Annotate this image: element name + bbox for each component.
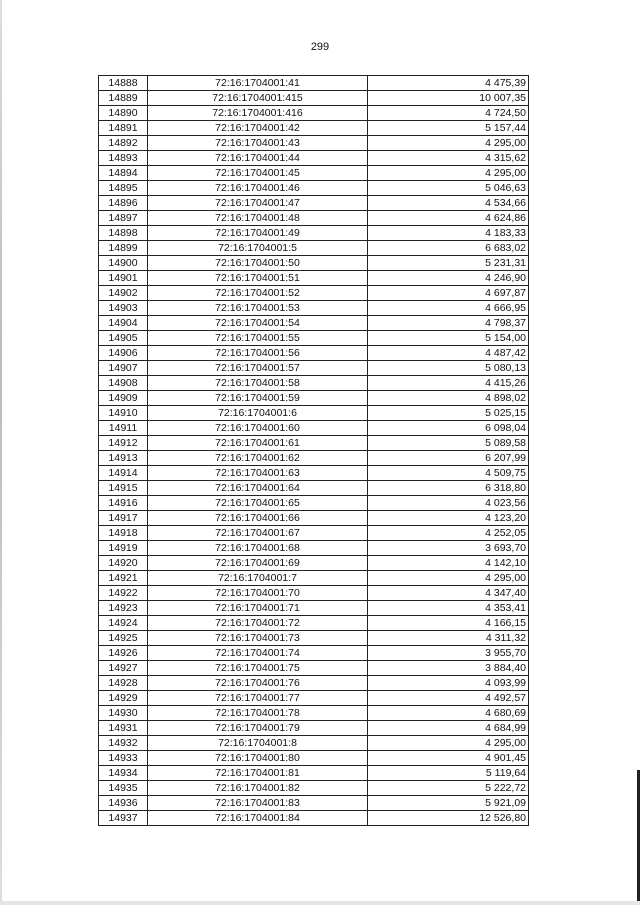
- row-number-cell: 14914: [99, 466, 148, 481]
- cadastral-number-cell: 72:16:1704001:7: [148, 571, 368, 586]
- row-number-cell: 14902: [99, 286, 148, 301]
- cadastral-number-cell: 72:16:1704001:61: [148, 436, 368, 451]
- table-row: [99, 76, 529, 91]
- cadastral-number-cell: 72:16:1704001:47: [148, 196, 368, 211]
- value-cell: 5 080,13: [368, 361, 529, 376]
- table-row: [99, 646, 529, 661]
- cadastral-number-cell: 72:16:1704001:44: [148, 151, 368, 166]
- value-cell: 3 955,70: [368, 646, 529, 661]
- value-cell: 5 231,31: [368, 256, 529, 271]
- row-number-cell: 14888: [99, 76, 148, 91]
- cadastral-number-cell: 72:16:1704001:79: [148, 721, 368, 736]
- value-cell: 4 353,41: [368, 601, 529, 616]
- row-number-cell: 14907: [99, 361, 148, 376]
- cadastral-number-cell: 72:16:1704001:41: [148, 76, 368, 91]
- cadastral-number-cell: 72:16:1704001:42: [148, 121, 368, 136]
- table-row: [99, 241, 529, 256]
- table-row: [99, 511, 529, 526]
- table-row: [99, 151, 529, 166]
- row-number-cell: 14915: [99, 481, 148, 496]
- table-row: [99, 541, 529, 556]
- cadastral-number-cell: 72:16:1704001:72: [148, 616, 368, 631]
- value-cell: 4 680,69: [368, 706, 529, 721]
- value-cell: 4 492,57: [368, 691, 529, 706]
- table-row: [99, 676, 529, 691]
- row-number-cell: 14897: [99, 211, 148, 226]
- value-cell: 4 295,00: [368, 571, 529, 586]
- row-number-cell: 14928: [99, 676, 148, 691]
- cadastral-number-cell: 72:16:1704001:58: [148, 376, 368, 391]
- row-number-cell: 14934: [99, 766, 148, 781]
- cadastral-number-cell: 72:16:1704001:62: [148, 451, 368, 466]
- value-cell: 5 119,64: [368, 766, 529, 781]
- row-number-cell: 14924: [99, 616, 148, 631]
- value-cell: 6 207,99: [368, 451, 529, 466]
- row-number-cell: 14908: [99, 376, 148, 391]
- cadastral-number-cell: 72:16:1704001:66: [148, 511, 368, 526]
- value-cell: 4 347,40: [368, 586, 529, 601]
- row-number-cell: 14898: [99, 226, 148, 241]
- table-row: [99, 361, 529, 376]
- table-row: [99, 181, 529, 196]
- value-cell: 4 295,00: [368, 166, 529, 181]
- row-number-cell: 14900: [99, 256, 148, 271]
- row-number-cell: 14913: [99, 451, 148, 466]
- value-cell: 4 311,32: [368, 631, 529, 646]
- value-cell: 4 724,50: [368, 106, 529, 121]
- cadastral-number-cell: 72:16:1704001:416: [148, 106, 368, 121]
- cadastral-number-cell: 72:16:1704001:76: [148, 676, 368, 691]
- row-number-cell: 14930: [99, 706, 148, 721]
- value-cell: 4 624,86: [368, 211, 529, 226]
- value-cell: 4 684,99: [368, 721, 529, 736]
- row-number-cell: 14912: [99, 436, 148, 451]
- cadastral-number-cell: 72:16:1704001:80: [148, 751, 368, 766]
- row-number-cell: 14932: [99, 736, 148, 751]
- row-number-cell: 14895: [99, 181, 148, 196]
- table-row: [99, 721, 529, 736]
- value-cell: 5 154,00: [368, 331, 529, 346]
- row-number-cell: 14901: [99, 271, 148, 286]
- table-row: [99, 136, 529, 151]
- table-row: [99, 196, 529, 211]
- page-number: 299: [310, 41, 330, 53]
- table-row: [99, 211, 529, 226]
- cadastral-number-cell: 72:16:1704001:53: [148, 301, 368, 316]
- value-cell: 4 487,42: [368, 346, 529, 361]
- row-number-cell: 14905: [99, 331, 148, 346]
- value-cell: 5 157,44: [368, 121, 529, 136]
- value-cell: 4 666,95: [368, 301, 529, 316]
- table-row: [99, 766, 529, 781]
- row-number-cell: 14893: [99, 151, 148, 166]
- table-row: [99, 691, 529, 706]
- table-row: [99, 316, 529, 331]
- row-number-cell: 14922: [99, 586, 148, 601]
- cadastral-number-cell: 72:16:1704001:83: [148, 796, 368, 811]
- table-row: [99, 736, 529, 751]
- cadastral-number-cell: 72:16:1704001:5: [148, 241, 368, 256]
- table-row: [99, 91, 529, 106]
- cadastral-number-cell: 72:16:1704001:77: [148, 691, 368, 706]
- row-number-cell: 14899: [99, 241, 148, 256]
- cadastral-number-cell: 72:16:1704001:73: [148, 631, 368, 646]
- cadastral-number-cell: 72:16:1704001:75: [148, 661, 368, 676]
- scan-left-edge: [0, 0, 2, 905]
- row-number-cell: 14894: [99, 166, 148, 181]
- cadastral-number-cell: 72:16:1704001:74: [148, 646, 368, 661]
- row-number-cell: 14916: [99, 496, 148, 511]
- value-cell: 4 475,39: [368, 76, 529, 91]
- row-number-cell: 14906: [99, 346, 148, 361]
- row-number-cell: 14911: [99, 421, 148, 436]
- value-cell: 4 534,66: [368, 196, 529, 211]
- row-number-cell: 14896: [99, 196, 148, 211]
- value-cell: 4 123,20: [368, 511, 529, 526]
- table-row: [99, 751, 529, 766]
- table-row: [99, 331, 529, 346]
- table-row: [99, 121, 529, 136]
- table-row: [99, 286, 529, 301]
- row-number-cell: 14904: [99, 316, 148, 331]
- value-cell: 6 318,80: [368, 481, 529, 496]
- table-row: [99, 391, 529, 406]
- row-number-cell: 14919: [99, 541, 148, 556]
- row-number-cell: 14890: [99, 106, 148, 121]
- cadastral-number-cell: 72:16:1704001:70: [148, 586, 368, 601]
- row-number-cell: 14909: [99, 391, 148, 406]
- table-row: [99, 466, 529, 481]
- scan-bottom-edge: [0, 901, 640, 905]
- row-number-cell: 14889: [99, 91, 148, 106]
- row-number-cell: 14910: [99, 406, 148, 421]
- value-cell: 4 295,00: [368, 136, 529, 151]
- table-row: [99, 481, 529, 496]
- cadastral-number-cell: 72:16:1704001:8: [148, 736, 368, 751]
- row-number-cell: 14937: [99, 811, 148, 826]
- value-cell: 4 252,05: [368, 526, 529, 541]
- table-row: [99, 811, 529, 826]
- cadastral-number-cell: 72:16:1704001:78: [148, 706, 368, 721]
- value-cell: 4 798,37: [368, 316, 529, 331]
- cadastral-number-cell: 72:16:1704001:43: [148, 136, 368, 151]
- table-row: [99, 106, 529, 121]
- value-cell: 5 046,63: [368, 181, 529, 196]
- value-cell: 4 898,02: [368, 391, 529, 406]
- cadastral-number-cell: 72:16:1704001:50: [148, 256, 368, 271]
- cadastral-number-cell: 72:16:1704001:81: [148, 766, 368, 781]
- table-row: [99, 571, 529, 586]
- cadastral-number-cell: 72:16:1704001:57: [148, 361, 368, 376]
- value-cell: 4 315,62: [368, 151, 529, 166]
- table-row: [99, 301, 529, 316]
- value-cell: 4 183,33: [368, 226, 529, 241]
- table-row: [99, 556, 529, 571]
- cadastral-number-cell: 72:16:1704001:48: [148, 211, 368, 226]
- table-row: [99, 496, 529, 511]
- cadastral-number-cell: 72:16:1704001:54: [148, 316, 368, 331]
- cadastral-number-cell: 72:16:1704001:56: [148, 346, 368, 361]
- table-row: [99, 421, 529, 436]
- cadastral-number-cell: 72:16:1704001:84: [148, 811, 368, 826]
- table-row: [99, 781, 529, 796]
- row-number-cell: 14926: [99, 646, 148, 661]
- cadastral-number-cell: 72:16:1704001:60: [148, 421, 368, 436]
- value-cell: 4 509,75: [368, 466, 529, 481]
- table-row: [99, 451, 529, 466]
- table-row: [99, 271, 529, 286]
- value-cell: 5 089,58: [368, 436, 529, 451]
- cadastral-number-cell: 72:16:1704001:6: [148, 406, 368, 421]
- table-row: [99, 706, 529, 721]
- value-cell: 6 098,04: [368, 421, 529, 436]
- cadastral-number-cell: 72:16:1704001:65: [148, 496, 368, 511]
- cadastral-number-cell: 72:16:1704001:63: [148, 466, 368, 481]
- value-cell: 4 697,87: [368, 286, 529, 301]
- cadastral-number-cell: 72:16:1704001:52: [148, 286, 368, 301]
- cadastral-number-cell: 72:16:1704001:64: [148, 481, 368, 496]
- table-row: [99, 526, 529, 541]
- row-number-cell: 14935: [99, 781, 148, 796]
- table-row: [99, 631, 529, 646]
- row-number-cell: 14925: [99, 631, 148, 646]
- row-number-cell: 14927: [99, 661, 148, 676]
- cadastral-number-cell: 72:16:1704001:69: [148, 556, 368, 571]
- table-row: [99, 226, 529, 241]
- registry-table: [98, 75, 529, 826]
- row-number-cell: 14920: [99, 556, 148, 571]
- value-cell: 4 142,10: [368, 556, 529, 571]
- value-cell: 10 007,35: [368, 91, 529, 106]
- row-number-cell: 14918: [99, 526, 148, 541]
- table-row: [99, 436, 529, 451]
- cadastral-number-cell: 72:16:1704001:68: [148, 541, 368, 556]
- row-number-cell: 14923: [99, 601, 148, 616]
- row-number-cell: 14917: [99, 511, 148, 526]
- value-cell: 4 901,45: [368, 751, 529, 766]
- table-row: [99, 406, 529, 421]
- row-number-cell: 14929: [99, 691, 148, 706]
- table-row: [99, 616, 529, 631]
- cadastral-number-cell: 72:16:1704001:82: [148, 781, 368, 796]
- table-row: [99, 661, 529, 676]
- row-number-cell: 14931: [99, 721, 148, 736]
- value-cell: 3 884,40: [368, 661, 529, 676]
- row-number-cell: 14891: [99, 121, 148, 136]
- cadastral-number-cell: 72:16:1704001:71: [148, 601, 368, 616]
- cadastral-number-cell: 72:16:1704001:45: [148, 166, 368, 181]
- cadastral-number-cell: 72:16:1704001:49: [148, 226, 368, 241]
- table-row: [99, 601, 529, 616]
- value-cell: 5 921,09: [368, 796, 529, 811]
- value-cell: 4 093,99: [368, 676, 529, 691]
- registry-table-body: [99, 76, 529, 826]
- table-row: [99, 346, 529, 361]
- value-cell: 5 222,72: [368, 781, 529, 796]
- cadastral-number-cell: 72:16:1704001:51: [148, 271, 368, 286]
- row-number-cell: 14933: [99, 751, 148, 766]
- row-number-cell: 14903: [99, 301, 148, 316]
- row-number-cell: 14921: [99, 571, 148, 586]
- value-cell: 6 683,02: [368, 241, 529, 256]
- cadastral-number-cell: 72:16:1704001:59: [148, 391, 368, 406]
- value-cell: 3 693,70: [368, 541, 529, 556]
- table-row: [99, 796, 529, 811]
- cadastral-number-cell: 72:16:1704001:67: [148, 526, 368, 541]
- value-cell: 12 526,80: [368, 811, 529, 826]
- table-row: [99, 166, 529, 181]
- value-cell: 4 295,00: [368, 736, 529, 751]
- table-row: [99, 256, 529, 271]
- row-number-cell: 14892: [99, 136, 148, 151]
- value-cell: 4 246,90: [368, 271, 529, 286]
- cadastral-number-cell: 72:16:1704001:46: [148, 181, 368, 196]
- cadastral-number-cell: 72:16:1704001:55: [148, 331, 368, 346]
- cadastral-number-cell: 72:16:1704001:415: [148, 91, 368, 106]
- row-number-cell: 14936: [99, 796, 148, 811]
- value-cell: 4 166,15: [368, 616, 529, 631]
- value-cell: 4 023,56: [368, 496, 529, 511]
- table-row: [99, 586, 529, 601]
- value-cell: 5 025,15: [368, 406, 529, 421]
- table-row: [99, 376, 529, 391]
- value-cell: 4 415,26: [368, 376, 529, 391]
